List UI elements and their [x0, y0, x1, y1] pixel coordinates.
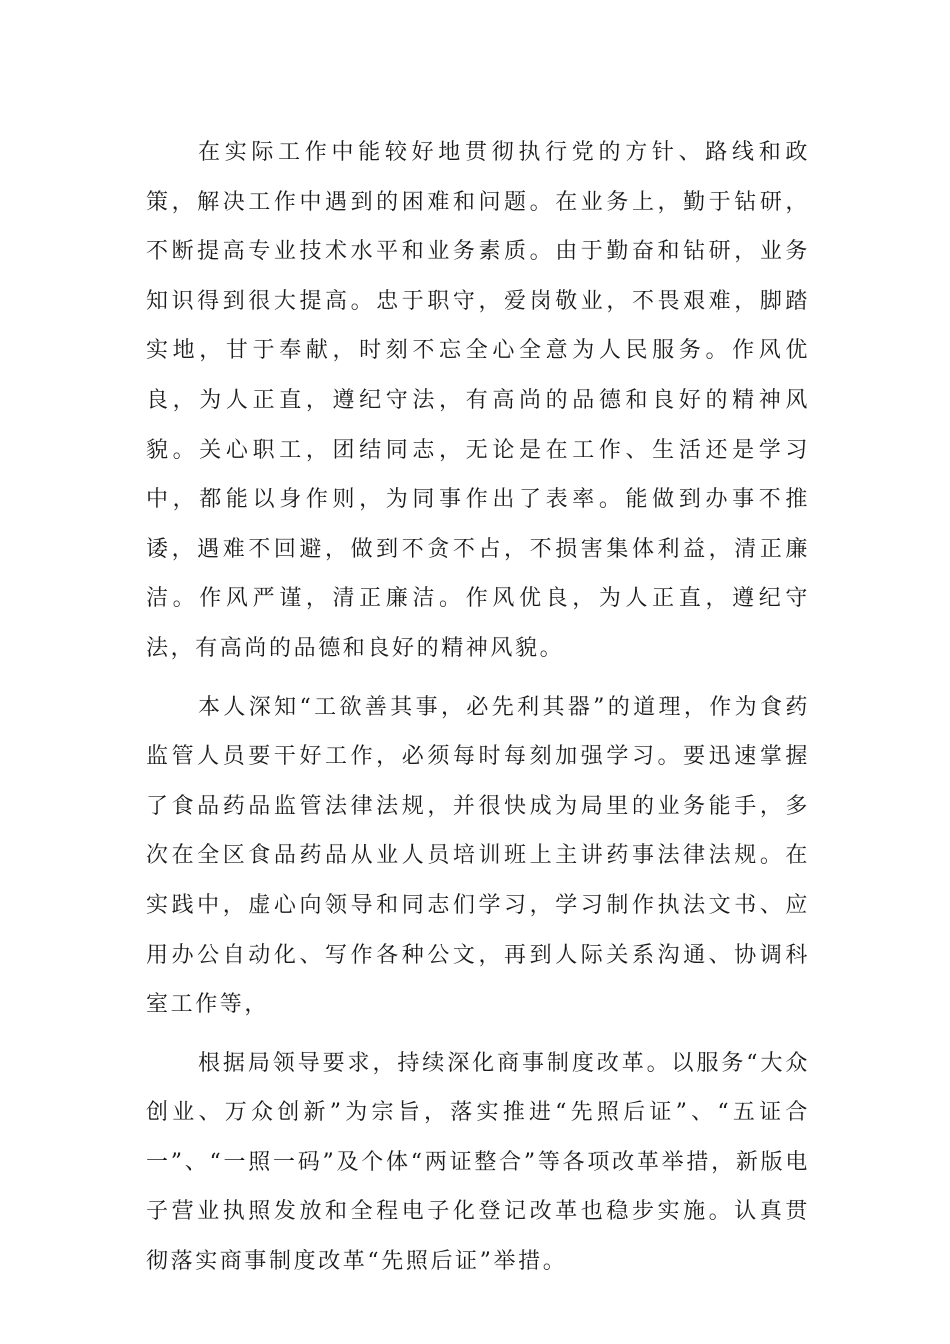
document-body [146, 128, 810, 1287]
paragraph-2: 本人深知“工欲善其事，必先利其器”的道理，作为食药监管人员要干好工作，必须每时每刻加强学习。要迅速掌握了食品药品监管法律法规，并很快成为局里的业务能手，多次在全区食品药品从业人员培训班上主讲药事法律法规。在实践中，虚心向领导和同志们学习，学习制作执法文书、应用办公自动化、写作各种公文，再到人际关系沟通、协调科室工作等， [146, 694, 810, 1018]
paragraph-1: 在实际工作中能较好地贯彻执行党的方针、路线和政策，解决工作中遇到的困难和问题。在业务上，勤于钻研，不断提高专业技术水平和业务素质。由于勤奋和钻研，业务知识得到很大提高。忠于职守，爱岗敬业，不畏艰难，脚踏实地，甘于奉献，时刻不忘全心全意为人民服务。作风优良，为人正直，遵纪守法，有高尚的品德和良好的精神风貌。关心职工，团结同志，无论是在工作、生活还是学习中，都能以身作则，为同事作出了表率。能做到办事不推诿，遇难不回避，做到不贪不占，不损害集体利益，清正廉洁。作风严谨，清正廉洁。作风优良，为人正直，遵纪守法，有高尚的品德和良好的精神风貌。 [146, 140, 810, 661]
paragraph-3: 根据局领导要求，持续深化商事制度改革。以服务“大众创业、万众创新”为宗旨，落实推进“先照后证”、“五证合一”、“一照一码”及个体“两证整合”等各项改革举措，新版电子营业执照发放和全程电子化登记改革也稳步实施。认真贯彻落实商事制度改革“先照后证”举措。 [146, 1050, 810, 1275]
